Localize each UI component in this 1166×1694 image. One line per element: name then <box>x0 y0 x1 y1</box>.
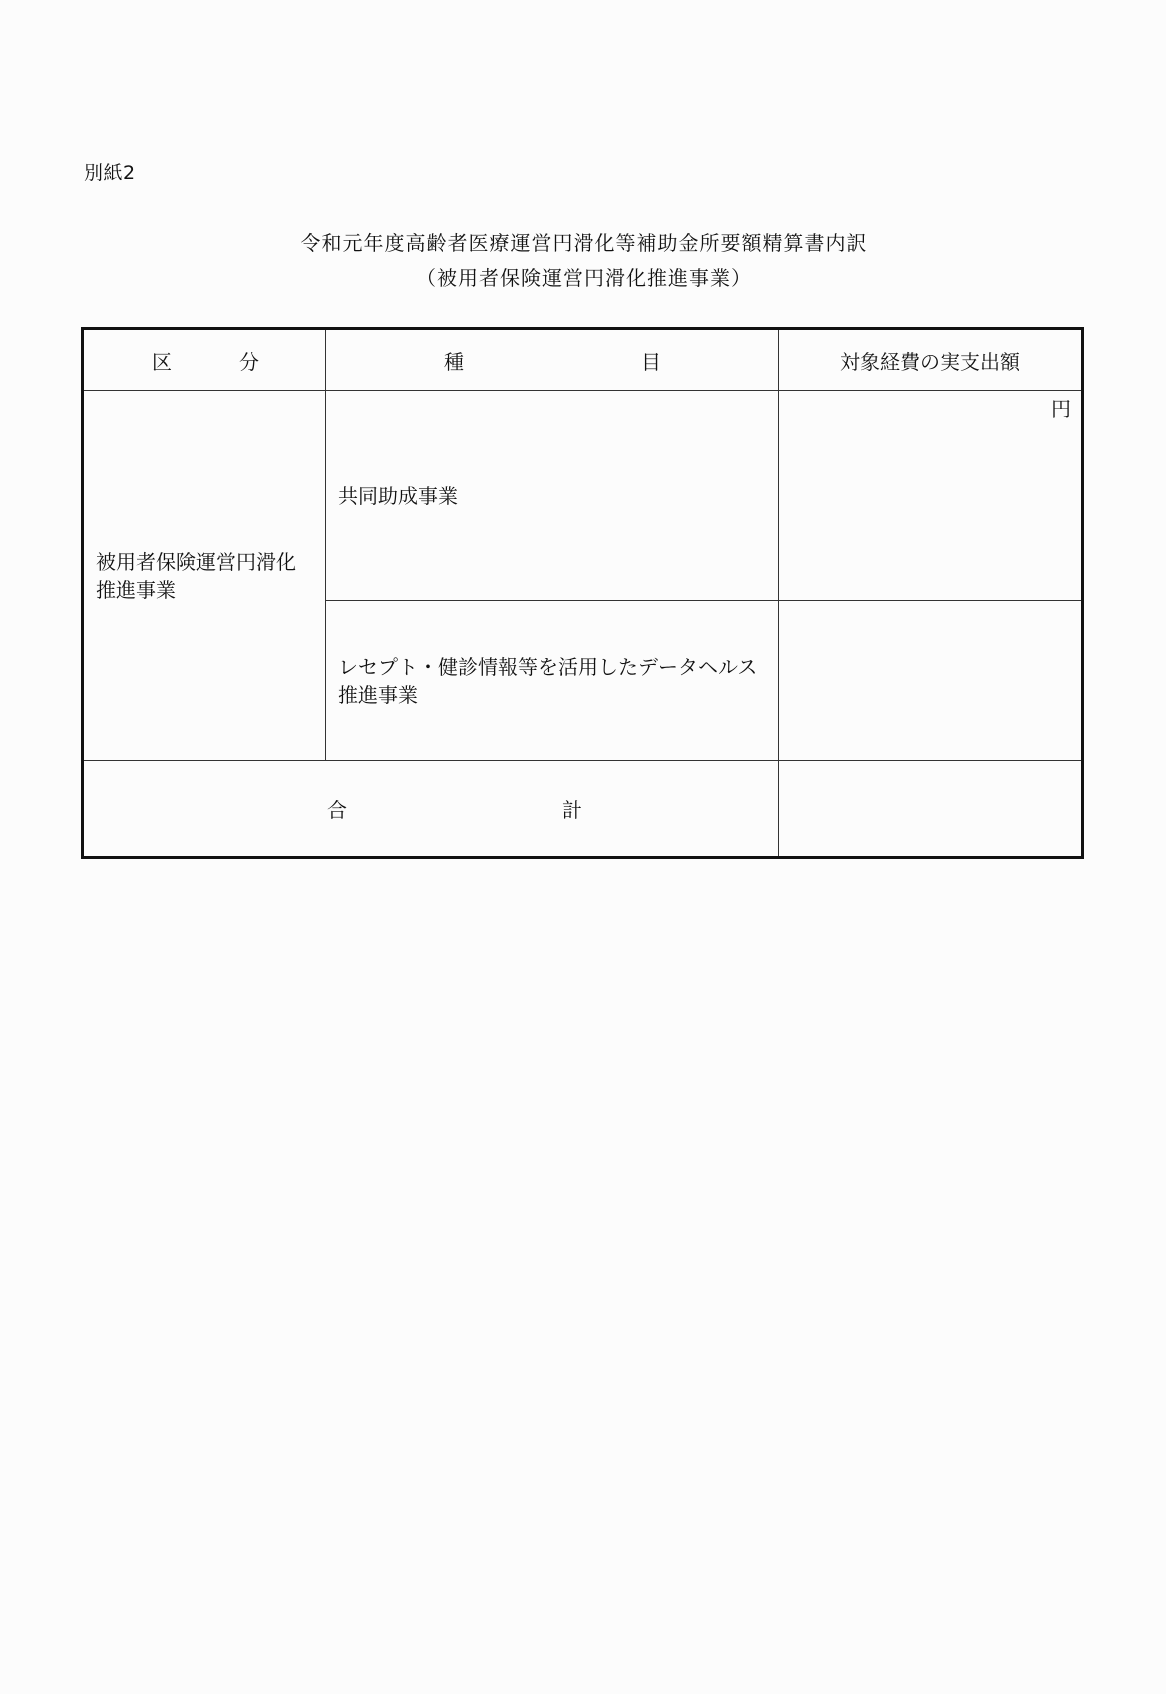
total-row <box>83 761 1083 858</box>
header-category-char-2: 分 <box>239 349 259 374</box>
breakdown-table <box>81 327 1084 859</box>
item-cell: 共同助成事業 <box>326 391 779 601</box>
header-category-char-1: 区 <box>152 349 172 374</box>
amount-cell[interactable] <box>779 601 1083 761</box>
header-item-char-2: 目 <box>641 349 661 374</box>
yen-unit-label: 円 <box>1051 397 1071 421</box>
document-subtitle: （被用者保険運営円滑化推進事業） <box>416 266 752 290</box>
header-item-char-1: 種 <box>444 349 464 374</box>
total-label-cell <box>83 761 779 858</box>
header-amount: 対象経費の実支出額 <box>779 329 1083 391</box>
total-amount-cell[interactable] <box>779 761 1083 858</box>
item-cell: レセプト・健診情報等を活用したデータヘルス推進事業 <box>326 601 779 761</box>
document-label: 別紙2 <box>84 162 136 184</box>
header-item <box>326 329 779 391</box>
total-label-char-1: 合 <box>327 798 347 822</box>
table-header-row <box>83 329 1083 391</box>
amount-cell[interactable] <box>779 391 1083 601</box>
document-title: 令和元年度高齢者医療運営円滑化等補助金所要額精算書内訳 <box>300 231 868 255</box>
category-cell: 被用者保険運営円滑化推進事業 <box>83 391 326 761</box>
header-category <box>83 329 326 391</box>
total-label-char-2: 計 <box>562 798 582 822</box>
table-row <box>83 391 1083 601</box>
